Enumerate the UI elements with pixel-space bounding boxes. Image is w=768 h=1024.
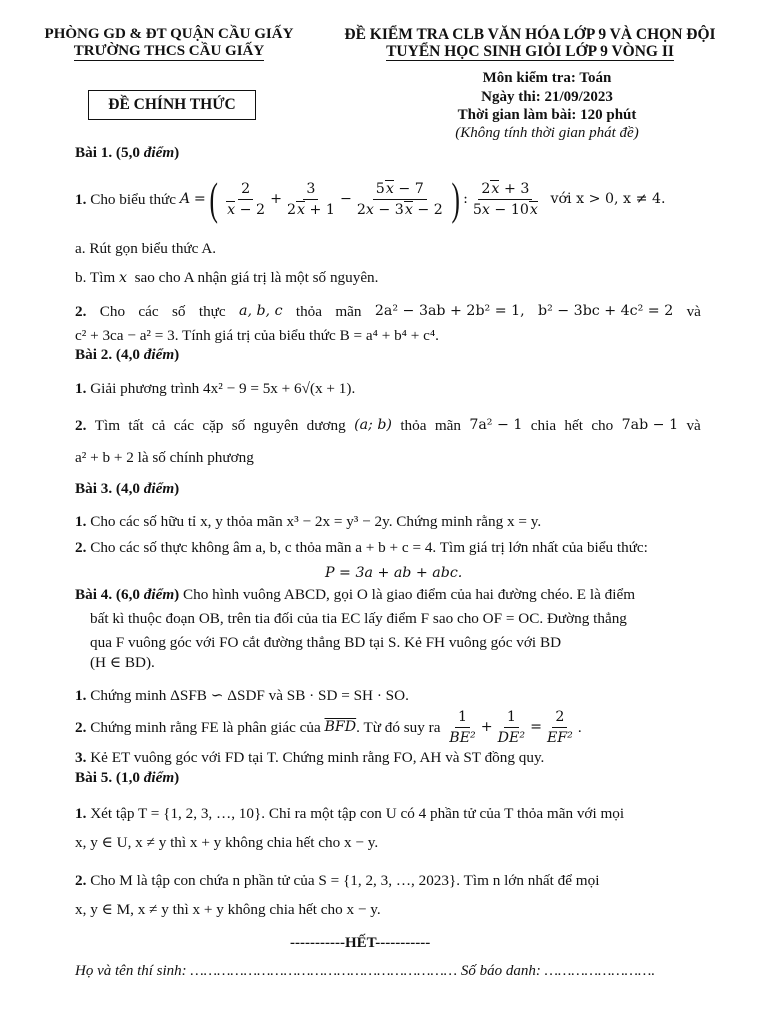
problem-3-expression: P = 3a + ab + abc. xyxy=(325,565,463,581)
problem-4-q3: 3. Kẻ ET vuông góc với FD tại T. Chứng minh rằng FO, AH và ST đồng quy. xyxy=(75,749,545,766)
problem-4-intro-line3: qua F vuông góc với FO cắt đường thẳng BD tại S. Kẻ FH vuông góc với BD xyxy=(90,634,562,651)
problem-1-title: Bài 1. (5,0 điểm) xyxy=(75,144,180,161)
exam-note: (Không tính thời gian phát đề) xyxy=(455,125,639,141)
problem-4-q2: 2. Chứng minh rằng FE là phân giác của $\overline{BFD}$ . Từ đó suy ra $\frac{1}{\text{BE²}}$ + $\frac{1}{\text{DE²}}$ = $\frac{2}{\text{EF²}}$ . xyxy=(75,708,582,746)
candidate-info xyxy=(75,963,655,980)
problem-2-q1: 1. Giải phương trình 4x² − 9 = 5x + 6√(x + 1). xyxy=(75,380,356,397)
problem-5-q2-line1: 2. Cho M là tập con chứa n phần tử của S = {1, 2, 3, …, 2023}. Tìm n lớn nhất để mọi xyxy=(75,872,600,889)
end-marker: -----------HẾT----------- xyxy=(290,935,431,951)
problem-5-q2-line2: x, y ∈ M, x ≠ y thì x + y không chia hết cho x − y. xyxy=(75,901,381,918)
problem-2-title: Bài 2. (4,0 điểm) xyxy=(75,346,180,363)
exam-date: Ngày thi: 21/09/2023 xyxy=(481,89,613,105)
school-name: TRƯỜNG THCS CẦU GIẤY xyxy=(73,43,265,59)
problem-1-part-b: b. Tìm x sao cho A nhận giá trị là một số nguyên. xyxy=(75,269,379,286)
problem-4-q1: 1. Chứng minh ΔSFB ∽ ΔSDF và SB · SD = SH · SO. xyxy=(75,687,409,704)
exam-subject: Môn kiểm tra: Toán xyxy=(482,70,612,86)
official-label: ĐỀ CHÍNH THỨC xyxy=(108,96,236,113)
problem-2-q2-line1: 2. Tìm tất cả các cặp số nguyên dương (a; b) thỏa mãn 7a² − 1 chia hết cho 7ab − 1 và xyxy=(75,417,701,434)
candidate-id-field: Số báo danh: ……………………. xyxy=(460,963,656,979)
exam-title-line2: TUYỂN HỌC SINH GIỎI LỚP 9 VÒNG II xyxy=(386,43,674,60)
problem-1-part-a: a. Rút gọn biểu thức A. xyxy=(75,240,217,257)
problem-5-q1-line1: 1. Xét tập T = {1, 2, 3, …, 10}. Chỉ ra một tập con U có 4 phần tử của T thỏa mãn với mọi xyxy=(75,805,625,822)
problem-3-q2: 2. Cho các số thực không âm a, b, c thỏa mãn a + b + c = 4. Tìm giá trị lớn nhất của biểu thức: xyxy=(75,539,648,556)
candidate-name-field: Họ và tên thí sinh: …………………………………………………… xyxy=(75,963,458,979)
problem-1-q1: 1. Cho biểu thức A = ( $\frac{2}{x - 2}$ + $\frac{3}{2x + 1}$ − $\frac{5x - 7}{2x - 3x - 2}$ ) : $\frac{2x + 3}{5x - 10x}$ với x > 0, x ≠ 4. xyxy=(75,173,666,224)
problem-3-title: Bài 3. (4,0 điểm) xyxy=(75,480,180,497)
problem-4-intro-line4: (H ∈ BD). xyxy=(90,654,155,671)
problem-1-q2-line1: 2. Cho các số thực a, b, c thỏa mãn 2a² − 3ab + 2b² = 1, b² − 3bc + 4c² = 2 và xyxy=(75,303,701,320)
header-right xyxy=(318,26,742,61)
problem-3-q1: 1. Cho các số hữu tỉ x, y thỏa mãn x³ − 2x = y³ − 2y. Chứng minh rằng x = y. xyxy=(75,513,542,530)
problem-2-q2-line2: a² + b + 2 là số chính phương xyxy=(75,449,254,466)
official-exam-box xyxy=(88,90,256,120)
problem-5-title: Bài 5. (1,0 điểm) xyxy=(75,769,180,786)
problem-1-q2-line2: c² + 3ca − a² = 3. Tính giá trị của biểu thức B = a⁴ + b⁴ + c⁴. xyxy=(75,327,439,344)
exam-duration: Thời gian làm bài: 120 phút xyxy=(457,107,637,123)
header-left xyxy=(28,26,310,61)
problem-4-intro-line1: Bài 4. (6,0 điểm) Cho hình vuông ABCD, gọi O là giao điểm của hai đường chéo. E là điểm xyxy=(75,586,636,603)
department-name: PHÒNG GD & ĐT QUẬN CẦU GIẤY xyxy=(44,26,294,42)
problem-5-q1-line2: x, y ∈ U, x ≠ y thì x + y không chia hết cho x − y. xyxy=(75,834,379,851)
problem-4-intro-line2: bất kì thuộc đoạn OB, trên tia đối của tia EC lấy điểm F sao cho OF = OC. Đường thẳng xyxy=(90,610,627,627)
exam-title: ĐỀ KIỂM TRA CLB VĂN HÓA LỚP 9 VÀ CHỌN ĐỘI xyxy=(344,26,716,43)
